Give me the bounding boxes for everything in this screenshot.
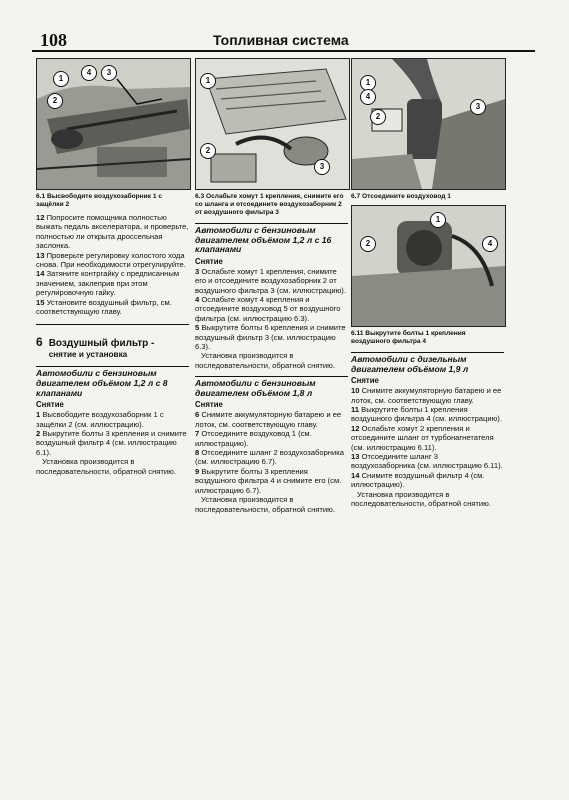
paragraph: 5 Выкрутите болты 6 крепления и снимите воздушный фильтр 3 (см. иллюстрацию 6.3). — [195, 323, 346, 352]
figure-caption: 6.11 Выкрутите болты 1 крепления воздушного фильтра 4 — [351, 330, 466, 345]
figure-caption: 6.7 Отсоедините воздуховод 1 — [351, 193, 451, 200]
figure-callout: 1 — [200, 73, 216, 89]
paragraph: 6 Снимите аккумуляторную батарею и ее лоток, см. соответствующую главу. — [195, 410, 342, 429]
paragraph: Установка производится в последовательности, обратной снятию. — [195, 351, 335, 370]
removal-label: Снятие — [36, 400, 64, 410]
column-2 — [195, 58, 348, 514]
paragraph: 12 Попросите помощника полностью выжать педаль акселератора, и проверьте, полностью ли открыта дроссельная заслонка. — [36, 213, 189, 251]
figure-6-11 — [351, 205, 506, 327]
figure-callout: 4 — [360, 89, 376, 105]
figure-callout: 3 — [314, 159, 330, 175]
figure-callout: 3 — [101, 65, 117, 81]
paragraph: Установка производится в последовательности, обратной снятию. — [36, 457, 176, 476]
figure-6-7 — [351, 58, 506, 190]
figure-6-3 — [195, 58, 350, 190]
paragraph: 8 Отсоедините шланг 2 воздухозаборника (см. иллюстрацию 6.7). — [195, 448, 344, 467]
engine-photo-6-11 — [352, 206, 505, 326]
column-1 — [36, 58, 189, 476]
paragraph: 4 Ослабьте хомут 4 крепления и отсоедините воздуховод 5 от воздушного фильтра (см. иллюстрацию 6.3). — [195, 295, 341, 323]
page-title: Топливная система — [213, 32, 349, 48]
paragraph: Установка производится в последовательности, обратной снятию. — [195, 495, 335, 514]
paragraph: 1 Высвободите воздухозаборник 1 с защёлки 2 (см. иллюстрацию). — [36, 410, 164, 429]
figure-caption: 6.3 Ослабьте хомут 1 крепления, снимите его со шланга и отсоедините воздухозаборник 2 от воздушного фильтра 3 — [195, 193, 344, 216]
page-header — [28, 30, 538, 52]
figure-callout: 1 — [430, 212, 446, 228]
figure-callout: 2 — [360, 236, 376, 252]
figure-callout: 1 — [360, 75, 376, 91]
removal-label: Снятие — [195, 256, 223, 266]
section-divider — [36, 324, 189, 325]
paragraph: 15 Установите воздушный фильтр, см. соответствующую главу. — [36, 297, 172, 317]
subsection-heading: Автомобили с бензиновым двигателем объёмом 1,8 л — [195, 376, 348, 398]
figure-callout: 1 — [53, 71, 69, 87]
figure-callout: 2 — [370, 109, 386, 125]
paragraph: 13 Отсоедините шланг 3 воздухозаборника (см. иллюстрацию 6.11). — [351, 452, 503, 471]
paragraph: 11 Выкрутите болты 1 крепления воздушного фильтра 4 (см. иллюстрацию). — [351, 405, 502, 424]
section-heading: 6 Воздушный фильтр - снятие и установка — [36, 335, 155, 360]
figure-caption: 6.1 Высвободите воздухозаборник 1 с защёлки 2 — [36, 193, 162, 208]
subsection-heading: Автомобили с бензиновым двигателем объёмом 1,2 л с 8 клапанами — [36, 366, 189, 398]
subsection-heading: Автомобили с дизельным двигателем объёмом 1,9 л — [351, 352, 504, 374]
paragraph: 7 Отсоедините воздуховод 1 (см. иллюстрацию). — [195, 429, 312, 448]
paragraph: Установка производится в последовательности, обратной снятию. — [351, 489, 491, 509]
paragraph: 3 Ослабьте хомут 1 крепления, снимите его и отсоедините воздухозаборник 2 от воздушного фильтра 3 (см. иллюстрацию). — [195, 266, 346, 295]
removal-label: Снятие — [195, 400, 223, 410]
figure-callout: 3 — [470, 99, 486, 115]
paragraph: 10 Снимите аккумуляторную батарею и ее лоток, см. соответствующую главу. — [351, 386, 502, 405]
figure-6-1 — [36, 58, 191, 190]
paragraph: 2 Выкрутите болты 3 крепления и снимите воздушный фильтр 4 (см. иллюстрацию 6.1). — [36, 429, 187, 457]
subsection-heading: Автомобили с бензиновым двигателем объёмом 1,2 л с 16 клапанами — [195, 223, 348, 255]
paragraph: 14 Снимите воздушный фильтр 4 (см. иллюстрацию). — [351, 470, 485, 490]
paragraph: 14 Затяните контргайку с предписанным значением, заклеприв при этом регулировочную гайку. — [36, 269, 180, 298]
page-number: 108 — [40, 30, 67, 50]
figure-callout: 2 — [200, 143, 216, 159]
column-3 — [351, 58, 504, 508]
header-rule — [32, 50, 535, 52]
paragraph: 9 Выкрутите болты 3 крепления воздушного фильтра 4 и снимите его (см. иллюстрацию 6.7). — [195, 466, 342, 495]
removal-label: Снятие — [351, 376, 379, 386]
paragraph: 12 Ослабьте хомут 2 крепления и отсоедините шланг от турбонагнетателя (см. иллюстрацию 6.11). — [351, 423, 494, 452]
paragraph: 13 Проверьте регулировку холостого хода снова. При необходимости отрегулируйте. — [36, 250, 186, 270]
figure-callout: 4 — [482, 236, 498, 252]
figure-callout: 4 — [81, 65, 97, 81]
figure-callout: 2 — [47, 93, 63, 109]
